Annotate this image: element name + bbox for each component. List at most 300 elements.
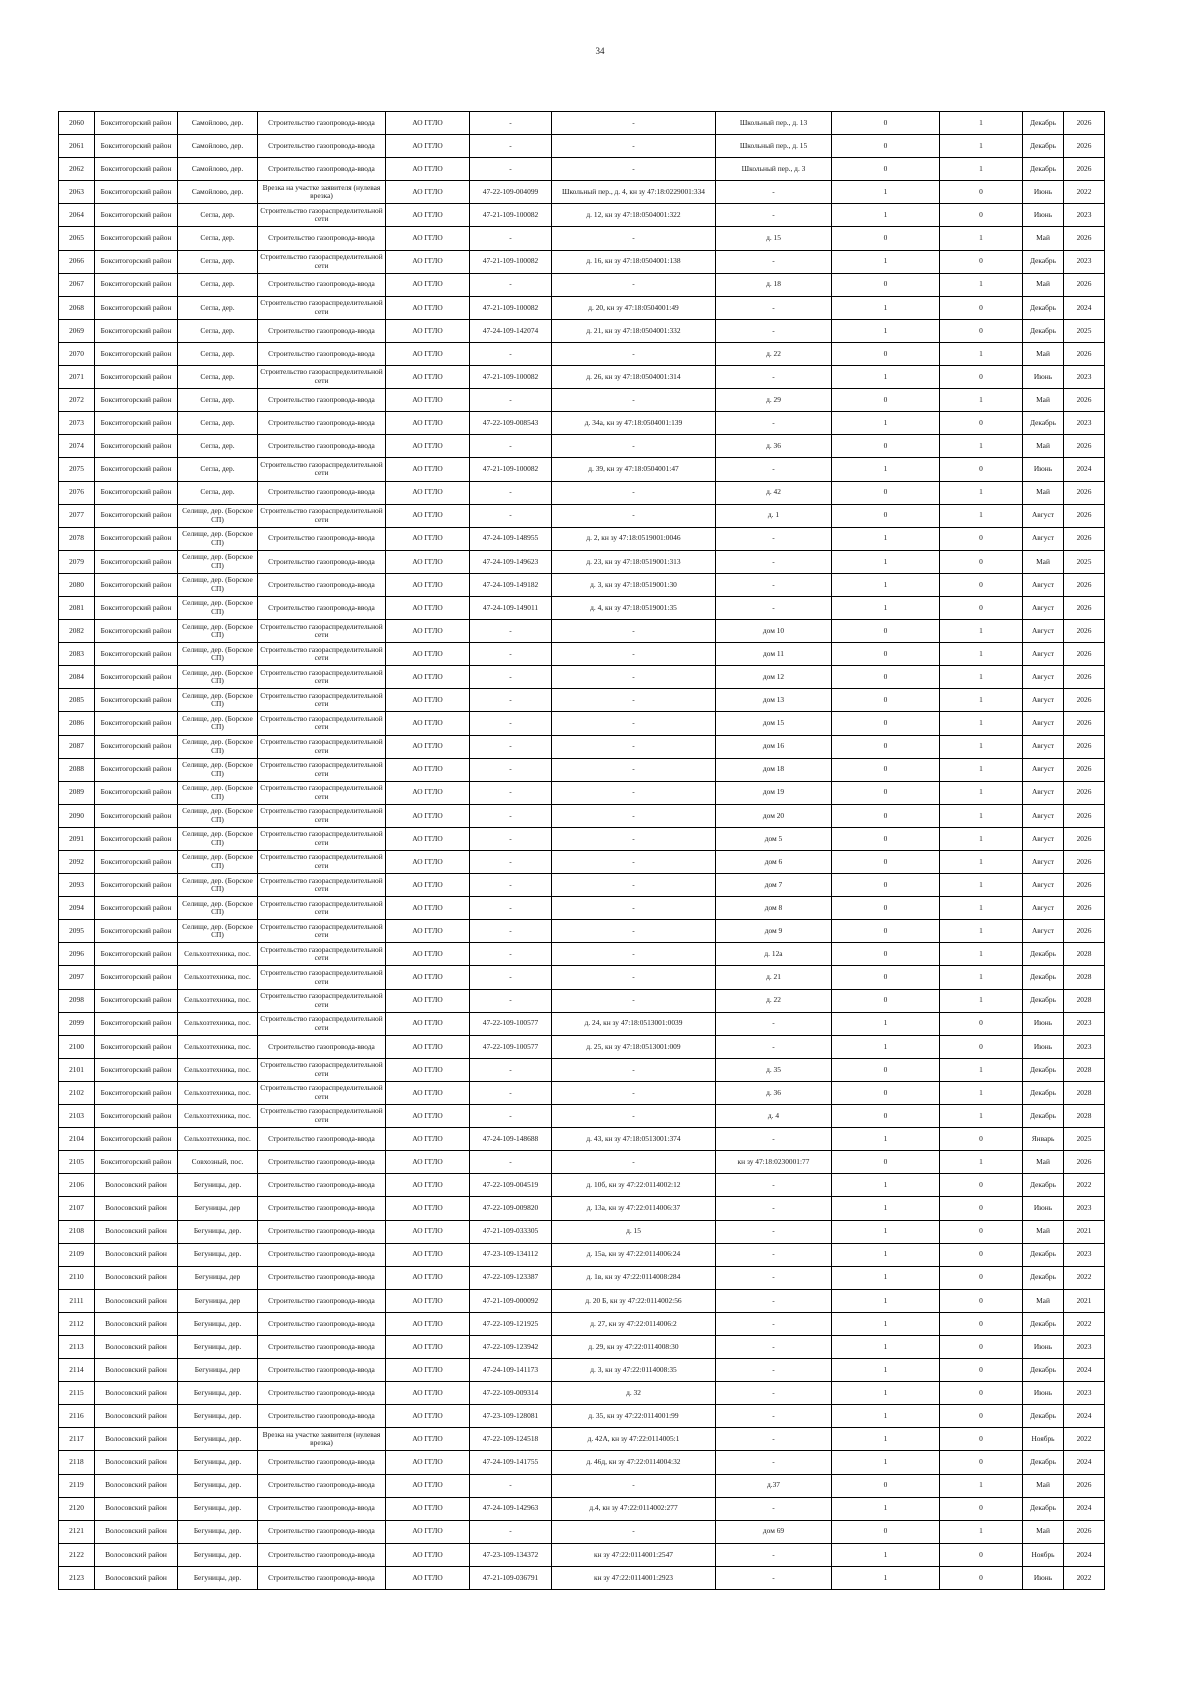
row-number-cell: 2111 xyxy=(59,1289,95,1312)
month-cell: Август xyxy=(1023,920,1064,943)
application-number-cell: - xyxy=(470,643,552,666)
table-row xyxy=(59,458,1105,481)
planned-address-cell: Школьный пер., д. 13 xyxy=(716,112,832,135)
settlement-cell: Сегла, дер. xyxy=(178,389,258,412)
district-cell: Волосовский район xyxy=(95,1359,178,1382)
row-number-cell: 2066 xyxy=(59,250,95,273)
row-number-cell: 2096 xyxy=(59,943,95,966)
organization-cell: АО ГГЛО xyxy=(386,989,470,1012)
work-type-cell: Строительство газораспределительной сети xyxy=(258,666,386,689)
indicator-b-cell: 0 xyxy=(940,1382,1023,1405)
year-cell: 2022 xyxy=(1064,1266,1105,1289)
month-cell: Декабрь xyxy=(1023,1405,1064,1428)
work-type-cell: Строительство газопровода-ввода xyxy=(258,1151,386,1174)
indicator-a-cell: 0 xyxy=(832,620,940,643)
organization-cell: АО ГГЛО xyxy=(386,643,470,666)
indicator-a-cell: 0 xyxy=(832,1151,940,1174)
cadastral-address-cell: д. 1в, кн зу 47:22:0114008:284 xyxy=(552,1266,716,1289)
year-cell: 2021 xyxy=(1064,1220,1105,1243)
indicator-b-cell: 0 xyxy=(940,1312,1023,1335)
organization-cell: АО ГГЛО xyxy=(386,1474,470,1497)
work-type-cell: Строительство газораспределительной сети xyxy=(258,735,386,758)
planned-address-cell: дом 12 xyxy=(716,666,832,689)
indicator-a-cell: 0 xyxy=(832,158,940,181)
year-cell: 2026 xyxy=(1064,504,1105,527)
settlement-cell: Селище, дер. (Борское СП) xyxy=(178,874,258,897)
cadastral-address-cell: д. 15 xyxy=(552,1220,716,1243)
work-type-cell: Строительство газораспределительной сети xyxy=(258,827,386,850)
cadastral-address-cell: д. 46д, кн зу 47:22:0114004:32 xyxy=(552,1451,716,1474)
settlement-cell: Селище, дер. (Борское СП) xyxy=(178,712,258,735)
district-cell: Бокситогорский район xyxy=(95,943,178,966)
month-cell: Декабрь xyxy=(1023,1243,1064,1266)
application-number-cell: 47-21-109-100082 xyxy=(470,366,552,389)
planned-address-cell: дом 20 xyxy=(716,804,832,827)
settlement-cell: Селище, дер. (Борское СП) xyxy=(178,504,258,527)
work-type-cell: Строительство газораспределительной сети xyxy=(258,1105,386,1128)
settlement-cell: Сельхозтехника, пос. xyxy=(178,1105,258,1128)
month-cell: Май xyxy=(1023,435,1064,458)
row-number-cell: 2063 xyxy=(59,181,95,204)
planned-address-cell: - xyxy=(716,1382,832,1405)
organization-cell: АО ГГЛО xyxy=(386,481,470,504)
planned-address-cell: - xyxy=(716,1012,832,1035)
month-cell: Май xyxy=(1023,481,1064,504)
year-cell: 2026 xyxy=(1064,481,1105,504)
indicator-b-cell: 0 xyxy=(940,458,1023,481)
year-cell: 2026 xyxy=(1064,342,1105,365)
application-number-cell: - xyxy=(470,666,552,689)
row-number-cell: 2106 xyxy=(59,1174,95,1197)
organization-cell: АО ГГЛО xyxy=(386,1312,470,1335)
table-row xyxy=(59,1289,1105,1312)
application-number-cell: 47-21-109-036791 xyxy=(470,1566,552,1589)
month-cell: Декабрь xyxy=(1023,966,1064,989)
cadastral-address-cell: - xyxy=(552,135,716,158)
month-cell: Август xyxy=(1023,804,1064,827)
cadastral-address-cell: - xyxy=(552,827,716,850)
work-type-cell: Строительство газораспределительной сети xyxy=(258,1058,386,1081)
application-number-cell: - xyxy=(470,481,552,504)
month-cell: Май xyxy=(1023,550,1064,573)
planned-address-cell: - xyxy=(716,319,832,342)
indicator-a-cell: 1 xyxy=(832,1266,940,1289)
indicator-b-cell: 1 xyxy=(940,342,1023,365)
row-number-cell: 2087 xyxy=(59,735,95,758)
indicator-a-cell: 1 xyxy=(832,596,940,619)
table-row xyxy=(59,1520,1105,1543)
year-cell: 2024 xyxy=(1064,1543,1105,1566)
work-type-cell: Строительство газораспределительной сети xyxy=(258,851,386,874)
cadastral-address-cell: - xyxy=(552,389,716,412)
row-number-cell: 2103 xyxy=(59,1105,95,1128)
month-cell: Декабрь xyxy=(1023,1497,1064,1520)
cadastral-address-cell: - xyxy=(552,1081,716,1104)
indicator-a-cell: 0 xyxy=(832,966,940,989)
organization-cell: АО ГГЛО xyxy=(386,1543,470,1566)
table-row xyxy=(59,1335,1105,1358)
indicator-b-cell: 0 xyxy=(940,412,1023,435)
work-type-cell: Строительство газораспределительной сети xyxy=(258,458,386,481)
cadastral-address-cell: - xyxy=(552,435,716,458)
district-cell: Бокситогорский район xyxy=(95,504,178,527)
year-cell: 2026 xyxy=(1064,643,1105,666)
row-number-cell: 2064 xyxy=(59,204,95,227)
indicator-b-cell: 0 xyxy=(940,1428,1023,1451)
table-row xyxy=(59,319,1105,342)
indicator-a-cell: 1 xyxy=(832,1197,940,1220)
cadastral-address-cell: - xyxy=(552,781,716,804)
district-cell: Бокситогорский район xyxy=(95,550,178,573)
settlement-cell: Селище, дер. (Борское СП) xyxy=(178,804,258,827)
row-number-cell: 2104 xyxy=(59,1128,95,1151)
cadastral-address-cell: д. 10б, кн зу 47:22:0114002:12 xyxy=(552,1174,716,1197)
work-type-cell: Строительство газопровода-ввода xyxy=(258,1243,386,1266)
row-number-cell: 2107 xyxy=(59,1197,95,1220)
table-row xyxy=(59,273,1105,296)
cadastral-address-cell: - xyxy=(552,897,716,920)
work-type-cell: Строительство газопровода-ввода xyxy=(258,596,386,619)
work-type-cell: Строительство газопровода-ввода xyxy=(258,389,386,412)
district-cell: Бокситогорский район xyxy=(95,874,178,897)
planned-address-cell: дом 5 xyxy=(716,827,832,850)
application-number-cell: - xyxy=(470,943,552,966)
planned-address-cell: - xyxy=(716,550,832,573)
row-number-cell: 2123 xyxy=(59,1566,95,1589)
indicator-b-cell: 1 xyxy=(940,966,1023,989)
row-number-cell: 2118 xyxy=(59,1451,95,1474)
work-type-cell: Строительство газопровода-ввода xyxy=(258,1382,386,1405)
table-row xyxy=(59,1243,1105,1266)
indicator-a-cell: 0 xyxy=(832,1081,940,1104)
indicator-b-cell: 1 xyxy=(940,1105,1023,1128)
indicator-a-cell: 0 xyxy=(832,874,940,897)
planned-address-cell: д. 22 xyxy=(716,342,832,365)
work-type-cell: Строительство газораспределительной сети xyxy=(258,1081,386,1104)
settlement-cell: Селище, дер. (Борское СП) xyxy=(178,596,258,619)
indicator-b-cell: 0 xyxy=(940,550,1023,573)
planned-address-cell: дом 18 xyxy=(716,758,832,781)
planned-address-cell: - xyxy=(716,1243,832,1266)
indicator-a-cell: 0 xyxy=(832,1520,940,1543)
table-row xyxy=(59,804,1105,827)
indicator-a-cell: 1 xyxy=(832,1035,940,1058)
table-row xyxy=(59,1405,1105,1428)
indicator-a-cell: 0 xyxy=(832,1105,940,1128)
district-cell: Бокситогорский район xyxy=(95,666,178,689)
indicator-a-cell: 0 xyxy=(832,851,940,874)
indicator-a-cell: 0 xyxy=(832,758,940,781)
month-cell: Август xyxy=(1023,504,1064,527)
organization-cell: АО ГГЛО xyxy=(386,273,470,296)
application-number-cell: 47-24-109-149623 xyxy=(470,550,552,573)
table-row xyxy=(59,966,1105,989)
district-cell: Бокситогорский район xyxy=(95,897,178,920)
district-cell: Волосовский район xyxy=(95,1566,178,1589)
row-number-cell: 2099 xyxy=(59,1012,95,1035)
work-type-cell: Строительство газопровода-ввода xyxy=(258,1451,386,1474)
month-cell: Август xyxy=(1023,527,1064,550)
indicator-b-cell: 0 xyxy=(940,319,1023,342)
month-cell: Август xyxy=(1023,735,1064,758)
settlement-cell: Бегуницы, дер. xyxy=(178,1405,258,1428)
planned-address-cell: д. 35 xyxy=(716,1058,832,1081)
month-cell: Июнь xyxy=(1023,1382,1064,1405)
indicator-b-cell: 1 xyxy=(940,989,1023,1012)
cadastral-address-cell: д.4, кн зу 47:22:0114002:277 xyxy=(552,1497,716,1520)
table-row xyxy=(59,1312,1105,1335)
settlement-cell: Бегуницы, дер. xyxy=(178,1428,258,1451)
settlement-cell: Селище, дер. (Борское СП) xyxy=(178,689,258,712)
settlement-cell: Селище, дер. (Борское СП) xyxy=(178,573,258,596)
indicator-b-cell: 1 xyxy=(940,504,1023,527)
indicator-b-cell: 1 xyxy=(940,481,1023,504)
settlement-cell: Сельхозтехника, пос. xyxy=(178,966,258,989)
district-cell: Бокситогорский район xyxy=(95,204,178,227)
month-cell: Декабрь xyxy=(1023,943,1064,966)
district-cell: Бокситогорский район xyxy=(95,112,178,135)
table-row xyxy=(59,874,1105,897)
row-number-cell: 2067 xyxy=(59,273,95,296)
organization-cell: АО ГГЛО xyxy=(386,712,470,735)
district-cell: Волосовский район xyxy=(95,1312,178,1335)
cadastral-address-cell: д. 12, кн зу 47:18:0504001:322 xyxy=(552,204,716,227)
table-row xyxy=(59,1566,1105,1589)
district-cell: Бокситогорский район xyxy=(95,596,178,619)
row-number-cell: 2083 xyxy=(59,643,95,666)
district-cell: Волосовский район xyxy=(95,1289,178,1312)
settlement-cell: Селище, дер. (Борское СП) xyxy=(178,666,258,689)
settlement-cell: Сегла, дер. xyxy=(178,366,258,389)
application-number-cell: - xyxy=(470,1474,552,1497)
indicator-a-cell: 1 xyxy=(832,250,940,273)
planned-address-cell: - xyxy=(716,250,832,273)
year-cell: 2028 xyxy=(1064,943,1105,966)
work-type-cell: Строительство газопровода-ввода xyxy=(258,1174,386,1197)
work-type-cell: Строительство газопровода-ввода xyxy=(258,1474,386,1497)
organization-cell: АО ГГЛО xyxy=(386,1520,470,1543)
indicator-b-cell: 0 xyxy=(940,366,1023,389)
planned-address-cell: - xyxy=(716,1405,832,1428)
organization-cell: АО ГГЛО xyxy=(386,758,470,781)
year-cell: 2023 xyxy=(1064,1335,1105,1358)
table-row xyxy=(59,227,1105,250)
table-row xyxy=(59,1543,1105,1566)
indicator-a-cell: 0 xyxy=(832,504,940,527)
settlement-cell: Сегла, дер. xyxy=(178,227,258,250)
month-cell: Июнь xyxy=(1023,1566,1064,1589)
organization-cell: АО ГГЛО xyxy=(386,366,470,389)
table-row xyxy=(59,758,1105,781)
planned-address-cell: д. 21 xyxy=(716,966,832,989)
indicator-b-cell: 1 xyxy=(940,227,1023,250)
settlement-cell: Бегуницы, дер xyxy=(178,1197,258,1220)
table-row xyxy=(59,735,1105,758)
indicator-b-cell: 0 xyxy=(940,1035,1023,1058)
indicator-a-cell: 0 xyxy=(832,666,940,689)
page-number: 34 xyxy=(595,46,605,56)
indicator-a-cell: 0 xyxy=(832,827,940,850)
work-type-cell: Строительство газораспределительной сети xyxy=(258,689,386,712)
table-body xyxy=(59,112,1105,1590)
planned-address-cell: - xyxy=(716,1174,832,1197)
row-number-cell: 2114 xyxy=(59,1359,95,1382)
cadastral-address-cell: - xyxy=(552,804,716,827)
year-cell: 2026 xyxy=(1064,897,1105,920)
district-cell: Бокситогорский район xyxy=(95,804,178,827)
work-type-cell: Врезка на участке заявителя (нулевая врезка) xyxy=(258,181,386,204)
indicator-a-cell: 1 xyxy=(832,1543,940,1566)
application-number-cell: - xyxy=(470,620,552,643)
year-cell: 2023 xyxy=(1064,250,1105,273)
planned-address-cell: - xyxy=(716,181,832,204)
year-cell: 2022 xyxy=(1064,1174,1105,1197)
work-type-cell: Строительство газораспределительной сети xyxy=(258,250,386,273)
row-number-cell: 2076 xyxy=(59,481,95,504)
district-cell: Волосовский район xyxy=(95,1405,178,1428)
indicator-b-cell: 1 xyxy=(940,827,1023,850)
month-cell: Август xyxy=(1023,643,1064,666)
application-number-cell: 47-22-109-123387 xyxy=(470,1266,552,1289)
settlement-cell: Бегуницы, дер. xyxy=(178,1382,258,1405)
district-cell: Бокситогорский район xyxy=(95,366,178,389)
table-row xyxy=(59,1428,1105,1451)
indicator-b-cell: 1 xyxy=(940,712,1023,735)
settlement-cell: Бегуницы, дер. xyxy=(178,1243,258,1266)
indicator-a-cell: 1 xyxy=(832,412,940,435)
organization-cell: АО ГГЛО xyxy=(386,342,470,365)
row-number-cell: 2075 xyxy=(59,458,95,481)
indicator-a-cell: 1 xyxy=(832,1451,940,1474)
organization-cell: АО ГГЛО xyxy=(386,181,470,204)
planned-address-cell: д. 36 xyxy=(716,435,832,458)
organization-cell: АО ГГЛО xyxy=(386,1105,470,1128)
work-type-cell: Строительство газораспределительной сети xyxy=(258,366,386,389)
indicator-b-cell: 0 xyxy=(940,181,1023,204)
year-cell: 2026 xyxy=(1064,573,1105,596)
cadastral-address-cell: кн зу 47:22:0114001:2547 xyxy=(552,1543,716,1566)
indicator-a-cell: 1 xyxy=(832,1405,940,1428)
organization-cell: АО ГГЛО xyxy=(386,1151,470,1174)
year-cell: 2026 xyxy=(1064,1474,1105,1497)
application-number-cell: - xyxy=(470,435,552,458)
planned-address-cell: Школьный пер., д. 15 xyxy=(716,135,832,158)
month-cell: Декабрь xyxy=(1023,250,1064,273)
settlement-cell: Селище, дер. (Борское СП) xyxy=(178,735,258,758)
table-row xyxy=(59,435,1105,458)
row-number-cell: 2080 xyxy=(59,573,95,596)
district-cell: Бокситогорский район xyxy=(95,181,178,204)
month-cell: Май xyxy=(1023,273,1064,296)
cadastral-address-cell: д. 16, кн зу 47:18:0504001:138 xyxy=(552,250,716,273)
indicator-b-cell: 1 xyxy=(940,943,1023,966)
indicator-b-cell: 1 xyxy=(940,666,1023,689)
cadastral-address-cell: д. 42А, кн зу 47:22:0114005:1 xyxy=(552,1428,716,1451)
row-number-cell: 2117 xyxy=(59,1428,95,1451)
indicator-a-cell: 1 xyxy=(832,1243,940,1266)
planned-address-cell: д. 36 xyxy=(716,1081,832,1104)
row-number-cell: 2060 xyxy=(59,112,95,135)
work-type-cell: Строительство газопровода-ввода xyxy=(258,1220,386,1243)
cadastral-address-cell: - xyxy=(552,735,716,758)
work-type-cell: Строительство газопровода-ввода xyxy=(258,342,386,365)
table-row xyxy=(59,1382,1105,1405)
year-cell: 2026 xyxy=(1064,158,1105,181)
application-number-cell: 47-24-109-149011 xyxy=(470,596,552,619)
month-cell: Август xyxy=(1023,596,1064,619)
settlement-cell: Селище, дер. (Борское СП) xyxy=(178,758,258,781)
planned-address-cell: - xyxy=(716,1428,832,1451)
indicator-a-cell: 1 xyxy=(832,296,940,319)
year-cell: 2028 xyxy=(1064,1058,1105,1081)
work-type-cell: Строительство газопровода-ввода xyxy=(258,273,386,296)
cadastral-address-cell: - xyxy=(552,112,716,135)
district-cell: Бокситогорский район xyxy=(95,319,178,342)
month-cell: Декабрь xyxy=(1023,158,1064,181)
table-row xyxy=(59,1105,1105,1128)
organization-cell: АО ГГЛО xyxy=(386,112,470,135)
month-cell: Август xyxy=(1023,897,1064,920)
table-row xyxy=(59,596,1105,619)
application-number-cell: 47-22-109-009314 xyxy=(470,1382,552,1405)
row-number-cell: 2112 xyxy=(59,1312,95,1335)
indicator-b-cell: 0 xyxy=(940,527,1023,550)
work-type-cell: Строительство газораспределительной сети xyxy=(258,781,386,804)
row-number-cell: 2074 xyxy=(59,435,95,458)
table-row xyxy=(59,112,1105,135)
settlement-cell: Бегуницы, дер xyxy=(178,1266,258,1289)
cadastral-address-cell: - xyxy=(552,643,716,666)
month-cell: Декабрь xyxy=(1023,1451,1064,1474)
settlement-cell: Сельхозтехника, пос. xyxy=(178,1012,258,1035)
planned-address-cell: - xyxy=(716,1312,832,1335)
work-type-cell: Строительство газораспределительной сети xyxy=(258,1012,386,1035)
cadastral-address-cell: - xyxy=(552,1105,716,1128)
year-cell: 2022 xyxy=(1064,181,1105,204)
month-cell: Декабрь xyxy=(1023,112,1064,135)
organization-cell: АО ГГЛО xyxy=(386,1174,470,1197)
row-number-cell: 2081 xyxy=(59,596,95,619)
row-number-cell: 2120 xyxy=(59,1497,95,1520)
indicator-b-cell: 1 xyxy=(940,735,1023,758)
indicator-a-cell: 0 xyxy=(832,481,940,504)
indicator-b-cell: 1 xyxy=(940,804,1023,827)
organization-cell: АО ГГЛО xyxy=(386,1081,470,1104)
year-cell: 2024 xyxy=(1064,1405,1105,1428)
application-number-cell: 47-23-109-134112 xyxy=(470,1243,552,1266)
indicator-a-cell: 1 xyxy=(832,1428,940,1451)
cadastral-address-cell: кн зу 47:22:0114001:2923 xyxy=(552,1566,716,1589)
indicator-a-cell: 1 xyxy=(832,550,940,573)
indicator-a-cell: 0 xyxy=(832,943,940,966)
row-number-cell: 2069 xyxy=(59,319,95,342)
organization-cell: АО ГГЛО xyxy=(386,1128,470,1151)
year-cell: 2026 xyxy=(1064,827,1105,850)
table-row xyxy=(59,897,1105,920)
planned-address-cell: - xyxy=(716,1289,832,1312)
district-cell: Бокситогорский район xyxy=(95,735,178,758)
application-number-cell: 47-24-109-149182 xyxy=(470,573,552,596)
application-number-cell: - xyxy=(470,1520,552,1543)
cadastral-address-cell: д. 2, кн зу 47:18:0519001:0046 xyxy=(552,527,716,550)
district-cell: Волосовский район xyxy=(95,1474,178,1497)
indicator-a-cell: 1 xyxy=(832,204,940,227)
table-row xyxy=(59,1266,1105,1289)
year-cell: 2023 xyxy=(1064,1382,1105,1405)
table-row xyxy=(59,550,1105,573)
settlement-cell: Селище, дер. (Борское СП) xyxy=(178,527,258,550)
month-cell: Декабрь xyxy=(1023,1058,1064,1081)
